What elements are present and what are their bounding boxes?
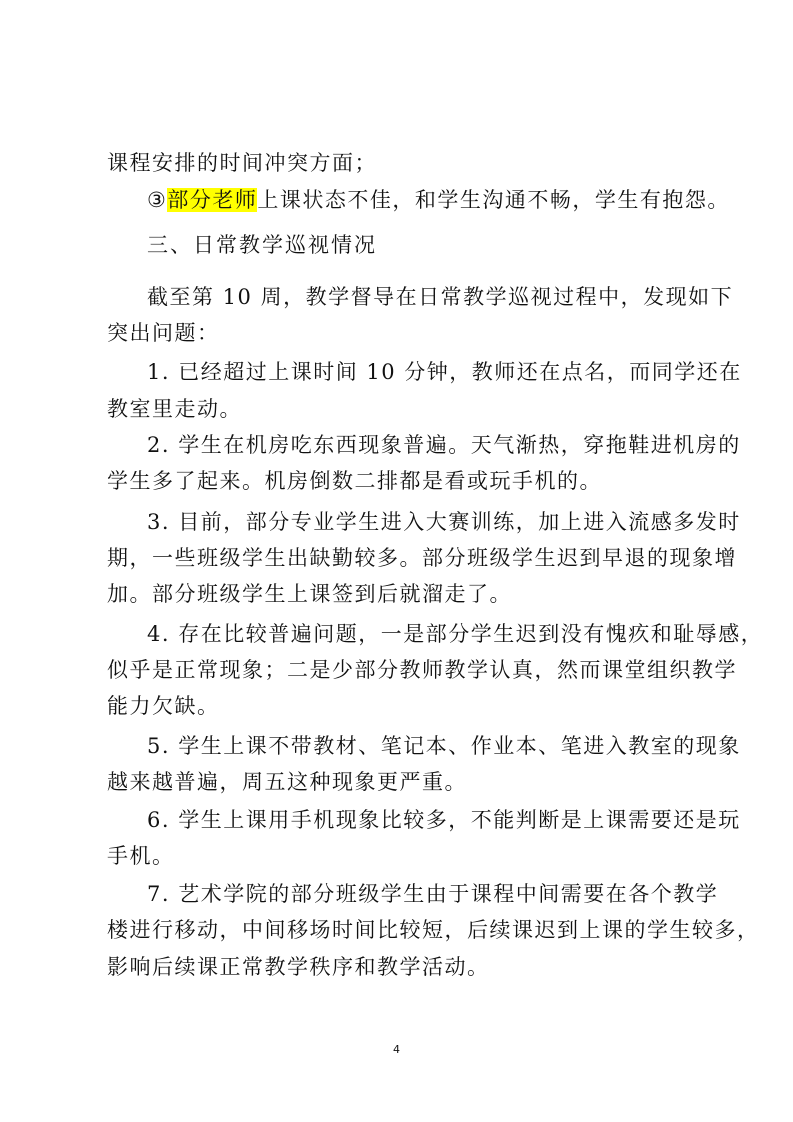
text-span: 7. 艺术学院的部分班级学生由于课程中间需要在各个教学 xyxy=(147,882,719,906)
text-span: 学生多了起来。机房倒数二排都是看或玩手机的。 xyxy=(107,469,602,493)
text-span: 3. 目前，部分专业学生进入大赛训练，加上进入流感多发时 xyxy=(147,510,741,534)
text-span: 截至第 10 周，教学督导在日常教学巡视过程中，发现如下 xyxy=(147,285,734,309)
text-span: 似乎是正常现象；二是少部分教师教学认真，然而课堂组织教学 xyxy=(107,658,737,682)
list-item-4 xyxy=(147,619,763,649)
text-span: 手机。 xyxy=(107,844,175,868)
text-span: 教室里走动。 xyxy=(107,397,242,421)
paragraph-line xyxy=(107,318,220,348)
section-heading-text: 三、日常教学巡视情况 xyxy=(147,233,377,257)
paragraph-line xyxy=(147,185,730,215)
list-item-3 xyxy=(147,507,741,537)
text-span: 5. 学生上课不带教材、笔记本、作业本、笔进入教室的现象 xyxy=(147,734,741,758)
list-item-3-cont xyxy=(107,579,512,609)
text-span: 4. 存在比较普遍问题，一是部分学生迟到没有愧疚和耻辱感， xyxy=(147,622,764,646)
list-item-5 xyxy=(147,731,741,761)
highlighted-text: 部分老师 xyxy=(167,188,258,212)
text-span: 能力欠缺。 xyxy=(107,694,220,718)
list-item-4-cont xyxy=(107,691,220,721)
text-span: 越来越普遍，周五这种现象更严重。 xyxy=(107,770,467,794)
list-item-2-cont xyxy=(107,466,602,496)
list-item-6-cont xyxy=(107,841,175,871)
paragraph-line xyxy=(147,282,733,312)
circled-number-3: ③ xyxy=(147,188,168,212)
text-span: 加。部分班级学生上课签到后就溜走了。 xyxy=(107,582,512,606)
list-item-1 xyxy=(147,357,742,387)
text-span: 突出问题： xyxy=(107,321,220,345)
text-span: 课程安排的时间冲突方面； xyxy=(107,151,377,175)
page-number: 4 xyxy=(393,1043,400,1056)
list-item-5-cont xyxy=(107,767,467,797)
text-span: 2. 学生在机房吃东西现象普遍。天气渐热，穿拖鞋进机房的 xyxy=(147,433,741,457)
paragraph-line xyxy=(107,148,377,178)
list-item-3-cont xyxy=(107,543,737,573)
text-span: 期，一些班级学生出缺勤较多。部分班级学生迟到早退的现象增 xyxy=(107,546,737,570)
list-item-4-cont xyxy=(107,655,737,685)
list-item-7-cont xyxy=(107,915,760,945)
text-span: 上课状态不佳，和学生沟通不畅，学生有抱怨。 xyxy=(257,188,730,212)
text-span: 影响后续课正常教学秩序和教学活动。 xyxy=(107,955,490,979)
section-heading xyxy=(147,230,377,260)
list-item-2 xyxy=(147,430,741,460)
list-item-1-cont xyxy=(107,394,242,424)
text-span: 楼进行移动，中间移场时间比较短，后续课迟到上课的学生较多， xyxy=(107,918,760,942)
text-span: 1. 已经超过上课时间 10 分钟，教师还在点名，而同学还在 xyxy=(147,360,742,384)
list-item-7-cont xyxy=(107,952,490,982)
list-item-7 xyxy=(147,879,718,909)
text-span: 6. 学生上课用手机现象比较多，不能判断是上课需要还是玩 xyxy=(147,808,741,832)
list-item-6 xyxy=(147,805,741,835)
